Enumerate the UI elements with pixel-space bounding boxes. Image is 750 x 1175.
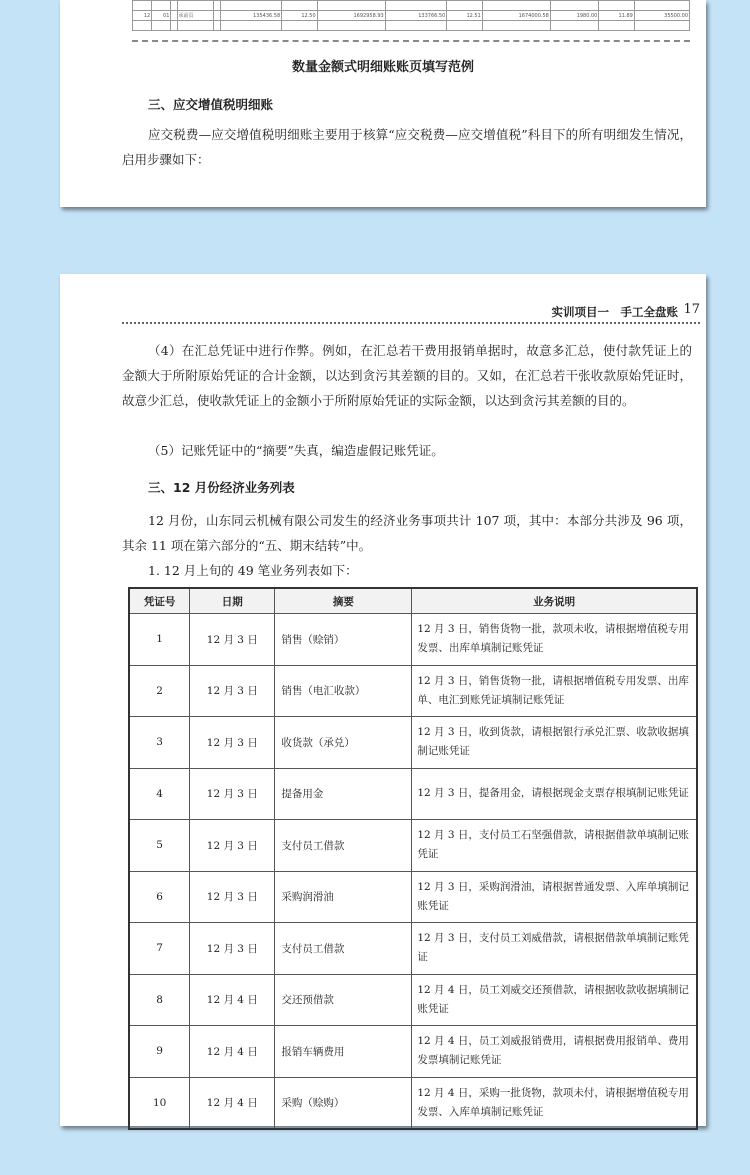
cell-voucher-no: 2 xyxy=(129,665,190,717)
table-row xyxy=(129,768,697,820)
ledger-row-carry xyxy=(133,11,690,21)
table-row xyxy=(129,820,697,872)
table-row xyxy=(129,665,697,717)
cell-summary: 采购（赊购） xyxy=(275,1077,412,1129)
cell-voucher-no: 1 xyxy=(129,614,190,666)
ledger-row-blank xyxy=(133,21,690,31)
paragraph-december-intro: 12 月份，山东同云机械有限公司发生的经济业务事项共计 107 项，其中：本部分共涉及 96 项，其余 11 项在第六部分的“五、期末结转”中。 xyxy=(122,513,692,553)
ledger-row-blank xyxy=(133,1,690,11)
cell-description: 12 月 3 日，采购润滑油，请根据普通发票、入库单填制记账凭证 xyxy=(412,871,697,923)
cell-date: 12 月 3 日 xyxy=(190,820,275,872)
cell-summary: 销售（电汇收款） xyxy=(275,665,412,717)
page-17 xyxy=(60,274,706,1126)
header-voucher-no: 凭证号 xyxy=(129,588,190,614)
cell-date: 12 月 3 日 xyxy=(190,923,275,975)
cell-description: 12 月 3 日，支付员工石坚强借款，请根据借款单填制记账凭证 xyxy=(412,820,697,872)
cell-description: 12 月 4 日，员工刘威交还预借款，请根据收款收据填制记账凭证 xyxy=(412,974,697,1026)
header-summary: 摘要 xyxy=(275,588,412,614)
cell-voucher-no: 10 xyxy=(129,1077,190,1129)
table-row xyxy=(129,1077,697,1129)
ledger-cell: 12 xyxy=(133,11,152,21)
cell-date: 12 月 3 日 xyxy=(190,665,275,717)
cell-voucher-no: 3 xyxy=(129,717,190,769)
cell-summary: 支付员工借款 xyxy=(275,923,412,975)
ledger-cell: 11.89 xyxy=(599,11,635,21)
cell-voucher-no: 4 xyxy=(129,768,190,820)
page-previous xyxy=(60,0,706,207)
cell-date: 12 月 4 日 xyxy=(190,1026,275,1078)
cell-date: 12 月 3 日 xyxy=(190,871,275,923)
paragraph-item-5: （5）记账凭证中的“摘要”失真，编造虚假记账凭证。 xyxy=(148,443,444,458)
cell-summary: 销售（赊销） xyxy=(275,614,412,666)
cell-date: 12 月 4 日 xyxy=(190,1077,275,1129)
ledger-sample-strip xyxy=(132,0,690,42)
table-row xyxy=(129,871,697,923)
ledger-cell: 承前页 xyxy=(177,11,214,21)
cell-date: 12 月 3 日 xyxy=(190,768,275,820)
paragraph-vat-intro: 应交税费—应交增值税明细账主要用于核算“应交税费—应交增值税”科目下的所有明细发生情况，启用步骤如下： xyxy=(122,127,692,167)
cell-voucher-no: 9 xyxy=(129,1026,190,1078)
cell-summary: 采购润滑油 xyxy=(275,871,412,923)
table-row xyxy=(129,614,697,666)
table-row xyxy=(129,717,697,769)
cell-voucher-no: 6 xyxy=(129,871,190,923)
ledger-cell: 01 xyxy=(152,11,171,21)
paragraph-item-4: （4）在汇总凭证中进行作弊。例如，在汇总若干费用报销单据时，故意多汇总，使付款凭证上的金额大于所附原始凭证的合计金额，以达到贪污其差额的目的。又如，在汇总若干张收款原始凭证时，故意少汇总，使收款凭证上的金额小于所附原始凭证的实际金额，以达到贪污其差额的目的。 xyxy=(122,343,692,408)
header-date: 日期 xyxy=(190,588,275,614)
figure-caption: 数量金额式明细账账页填写范例 xyxy=(291,60,474,75)
cell-summary: 交还预借款 xyxy=(275,974,412,1026)
ledger-cell: 1674000.58 xyxy=(482,11,550,21)
running-head xyxy=(122,300,700,324)
cell-description: 12 月 3 日，销售货物一批，请根据增值税专用发票、出库单、电汇到账凭证填制记账凭证 xyxy=(412,665,697,717)
cell-voucher-no: 8 xyxy=(129,974,190,1026)
cell-voucher-no: 5 xyxy=(129,820,190,872)
cell-date: 12 月 3 日 xyxy=(190,614,275,666)
cell-description: 12 月 4 日，员工刘威报销费用，请根据费用报销单、费用发票填制记账凭证 xyxy=(412,1026,697,1078)
ledger-cell: 35500.00 xyxy=(634,11,689,21)
ledger-cell: 1980.00 xyxy=(550,11,599,21)
cell-summary: 报销车辆费用 xyxy=(275,1026,412,1078)
ledger-cell: 1692958.93 xyxy=(317,11,385,21)
business-table xyxy=(128,587,698,1130)
ledger-cell: 133766.50 xyxy=(385,11,447,21)
cell-summary: 支付员工借款 xyxy=(275,820,412,872)
cell-summary: 收货款（承兑） xyxy=(275,717,412,769)
cell-date: 12 月 3 日 xyxy=(190,717,275,769)
section-heading-december: 三、12 月份经济业务列表 xyxy=(148,480,295,495)
table-header-row xyxy=(129,588,697,614)
ledger-cell: 12.51 xyxy=(447,11,483,21)
table-row xyxy=(129,1026,697,1078)
section-heading-vat: 三、应交增值税明细账 xyxy=(148,97,274,112)
cell-date: 12 月 4 日 xyxy=(190,974,275,1026)
ledger-cell: 135436.58 xyxy=(220,11,282,21)
table-body xyxy=(129,614,697,1130)
cell-summary: 提备用金 xyxy=(275,768,412,820)
ledger-cell: 12.50 xyxy=(282,11,318,21)
ledger-table xyxy=(132,0,690,31)
page-number: 17 xyxy=(683,302,700,317)
cell-description: 12 月 3 日，销售货物一批，款项未收，请根据增值税专用发票、出库单填制记账凭证 xyxy=(412,614,697,666)
cell-description: 12 月 3 日，收到货款，请根据银行承兑汇票、收款收据填制记账凭证 xyxy=(412,717,697,769)
cell-description: 12 月 4 日，采购一批货物，款项未付，请根据增值税专用发票、入库单填制记账凭证 xyxy=(412,1077,697,1129)
cell-description: 12 月 3 日，支付员工刘威借款，请根据借款单填制记账凭证 xyxy=(412,923,697,975)
cell-voucher-no: 7 xyxy=(129,923,190,975)
cell-description: 12 月 3 日，提备用金，请根据现金支票存根填制记账凭证 xyxy=(412,768,697,820)
list-title: 1. 12 月上旬的 49 笔业务列表如下： xyxy=(148,563,358,578)
table-row xyxy=(129,923,697,975)
running-head-title: 实训项目一 手工全盘账 xyxy=(551,305,678,319)
table-row xyxy=(129,974,697,1026)
header-description: 业务说明 xyxy=(412,588,697,614)
